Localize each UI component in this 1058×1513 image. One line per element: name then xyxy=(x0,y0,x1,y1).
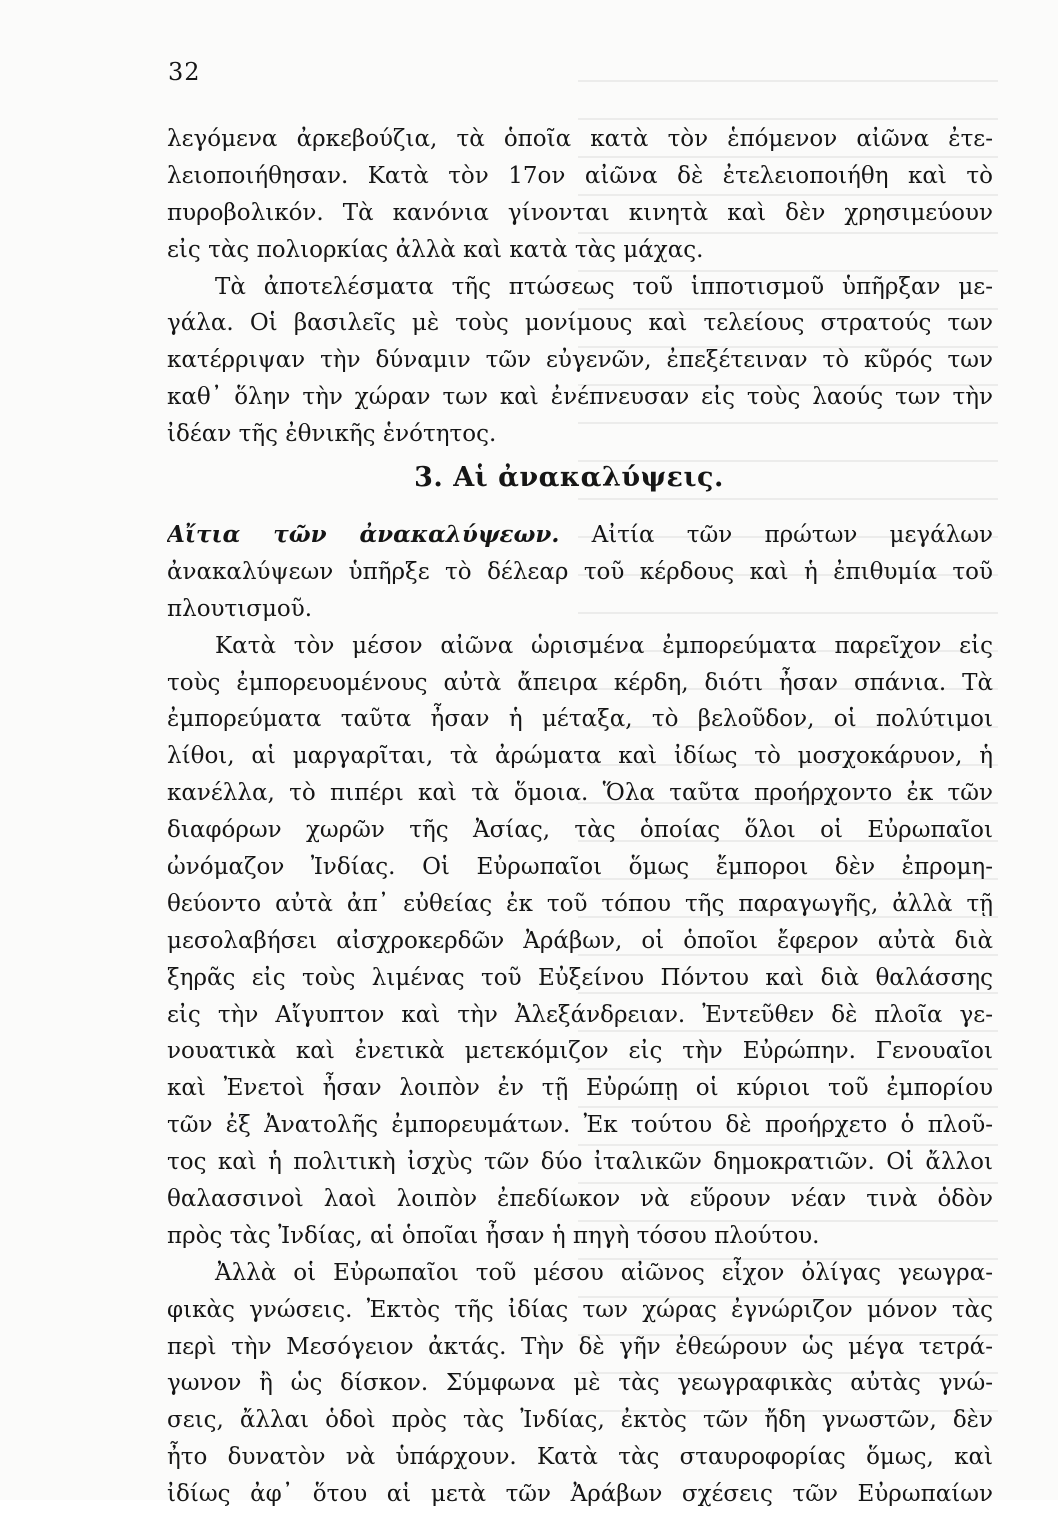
text-line: περὶ τὴν Μεσόγειον ἀκτάς. Τὴν δὲ γῆν ἐθεώρουν ὡς μέγα τετρά- xyxy=(167,1333,993,1360)
text-line: Τὰ ἀποτελέσματα τῆς πτώσεως τοῦ ἱπποτισμοῦ ὑπῆρξαν με- xyxy=(215,273,993,300)
text-line: ἰδίως ἀφ᾽ ὅτου αἱ μετὰ τῶν Ἀράβων σχέσεις τῶν Εὐρωπαίων xyxy=(167,1481,993,1508)
text-line: εἰς τὰς πολιορκίας ἀλλὰ καὶ κατὰ τὰς μάχας. xyxy=(167,236,704,263)
text-block-upper xyxy=(167,121,993,453)
text-line: ἀνακαλύψεων ὑπῆρξε τὸ δέλεαρ τοῦ κέρδους καὶ ἡ ἐπιθυμία τοῦ xyxy=(167,558,993,585)
text-line: ὠνόμαζον Ἰνδίας. Οἱ Εὐρωπαῖοι ὅμως ἔμποροι δὲν ἐπρομη- xyxy=(167,854,993,881)
text-line: λίθοι, αἱ μαργαρῖται, τὰ ἀρώματα καὶ ἰδίως τὸ μοσχοκάρυον, ἡ xyxy=(167,743,993,770)
page-number: 32 xyxy=(168,58,201,86)
text-block-lower xyxy=(167,517,993,1513)
text-line: εἰς τὴν Αἴγυπτον καὶ τὴν Ἀλεξάνδρειαν. Ἐντεῦθεν δὲ πλοῖα γε- xyxy=(167,1001,993,1028)
text-line: ἦτο δυνατὸν νὰ ὑπάρχουν. Κατὰ τὰς σταυροφορίας ὅμως, καὶ xyxy=(167,1444,993,1471)
text-line: κατέρριψαν τὴν δύναμιν τῶν εὐγενῶν, ἐπεξέτειναν τὸ κῦρός των xyxy=(167,347,993,374)
text-line: καὶ Ἐνετοὶ ἦσαν λοιπὸν ἐν τῇ Εὐρώπῃ οἱ κύριοι τοῦ ἐμπορίου xyxy=(167,1075,993,1102)
paragraph-causes xyxy=(167,517,993,628)
text-line: θαλασσινοὶ λαοὶ λοιπὸν ἐπεδίωκον νὰ εὕρουν νέαν τινὰ ὁδὸν xyxy=(167,1186,993,1213)
text-line: πρὸς τὰς Ἰνδίας, αἱ ὁποῖαι ἦσαν ἡ πηγὴ τόσου πλούτου. xyxy=(167,1222,820,1249)
text-line: κανέλλα, τὸ πιπέρι καὶ τὰ ὅμοια. Ὅλα ταῦτα προήρχοντο ἐκ τῶν xyxy=(167,780,993,807)
section-heading: 3. Αἱ ἀνακαλύψεις. xyxy=(414,462,724,493)
text-line: θεύοντο αὐτὰ ἀπ᾽ εὐθείας ἐκ τοῦ τόπου τῆς παραγωγῆς, ἀλλὰ τῇ xyxy=(167,890,993,917)
text-line: ἐμπορεύματα ταῦτα ἦσαν ἡ μέταξα, τὸ βελοῦδον, οἱ πολύτιμοι xyxy=(167,706,993,733)
text-line: Ἀλλὰ οἱ Εὐρωπαῖοι τοῦ μέσου αἰῶνος εἶχον ὀλίγας γεωγρα- xyxy=(215,1259,993,1286)
text-line: λειοποιήθησαν. Κατὰ τὸν 17ον αἰῶνα δὲ ἐτελειοποιήθη καὶ τὸ xyxy=(167,162,993,189)
text-line: καθ᾽ ὅλην τὴν χώραν των καὶ ἐνέπνευσαν εἰς τοὺς λαούς των τὴν xyxy=(167,384,993,411)
text-line: Κατὰ τὸν μέσον αἰῶνα ὡρισμένα ἐμπορεύματα παρεῖχον εἰς xyxy=(215,632,993,659)
text-line: τοὺς ἐμπορευομένους αὐτὰ ἄπειρα κέρδη, διότι ἦσαν σπάνια. Τὰ xyxy=(167,669,993,696)
text-line: νουατικὰ καὶ ἐνετικὰ μετεκόμιζον εἰς τὴν Εὐρώπην. Γενουαῖοι xyxy=(167,1038,993,1065)
text-line: φικὰς γνώσεις. Ἐκτὸς τῆς ἰδίας των χώρας ἐγνώριζον μόνον τὰς xyxy=(167,1296,993,1323)
text-line: ξηρᾶς εἰς τοὺς λιμένας τοῦ Εὐξείνου Πόντου καὶ διὰ θαλάσσης xyxy=(167,964,993,991)
text-line: σεις, ἄλλαι ὁδοὶ πρὸς τὰς Ἰνδίας, ἐκτὸς τῶν ἤδη γνωστῶν, δὲν xyxy=(167,1407,993,1434)
paragraph-fall-of-chivalry xyxy=(167,269,993,453)
run-in-heading: Αἴτια τῶν ἀνακαλύψεων. xyxy=(167,521,560,548)
text-line-with-run-in xyxy=(167,517,993,554)
text-line: ἰδέαν τῆς ἐθνικῆς ἑνότητος. xyxy=(167,421,497,448)
text-line: πλουτισμοῦ. xyxy=(167,595,313,622)
text-fragment: Αἰτία τῶν πρώτων μεγάλων xyxy=(591,522,993,548)
text-line: μεσολαβήσει αἰσχροκερδῶν Ἀράβων, οἱ ὁποῖοι ἔφερον αὐτὰ διὰ xyxy=(167,927,993,954)
text-line: γάλα. Οἱ βασιλεῖς μὲ τοὺς μονίμους καὶ τελείους στρατούς των xyxy=(167,310,993,337)
text-line: πυροβολικόν. Τὰ κανόνια γίνονται κινητὰ καὶ δὲν χρησιμεύουν xyxy=(167,199,993,226)
text-line: τῶν ἐξ Ἀνατολῆς ἐμπορευμάτων. Ἐκ τούτου δὲ προήρχετο ὁ πλοῦ- xyxy=(167,1112,993,1139)
paragraph-trade-goods xyxy=(167,628,993,1255)
text-line: τος καὶ ἡ πολιτικὴ ἰσχὺς τῶν δύο ἰταλικῶν δημοκρατιῶν. Οἱ ἄλλοι xyxy=(167,1149,993,1176)
paragraph-geographic-knowledge xyxy=(167,1255,993,1513)
text-line: διαφόρων χωρῶν τῆς Ἀσίας, τὰς ὁποίας ὅλοι οἱ Εὐρωπαῖοι xyxy=(167,817,993,844)
text-line: λεγόμενα ἀρκεβούζια, τὰ ὁποῖα κατὰ τὸν ἑπόμενον αἰῶνα ἐτε- xyxy=(167,126,993,152)
paragraph-firearms xyxy=(167,121,993,269)
text-line: γωνον ἢ ὡς δίσκον. Σύμφωνα μὲ τὰς γεωγραφικὰς αὐτὰς γνώ- xyxy=(167,1370,993,1397)
